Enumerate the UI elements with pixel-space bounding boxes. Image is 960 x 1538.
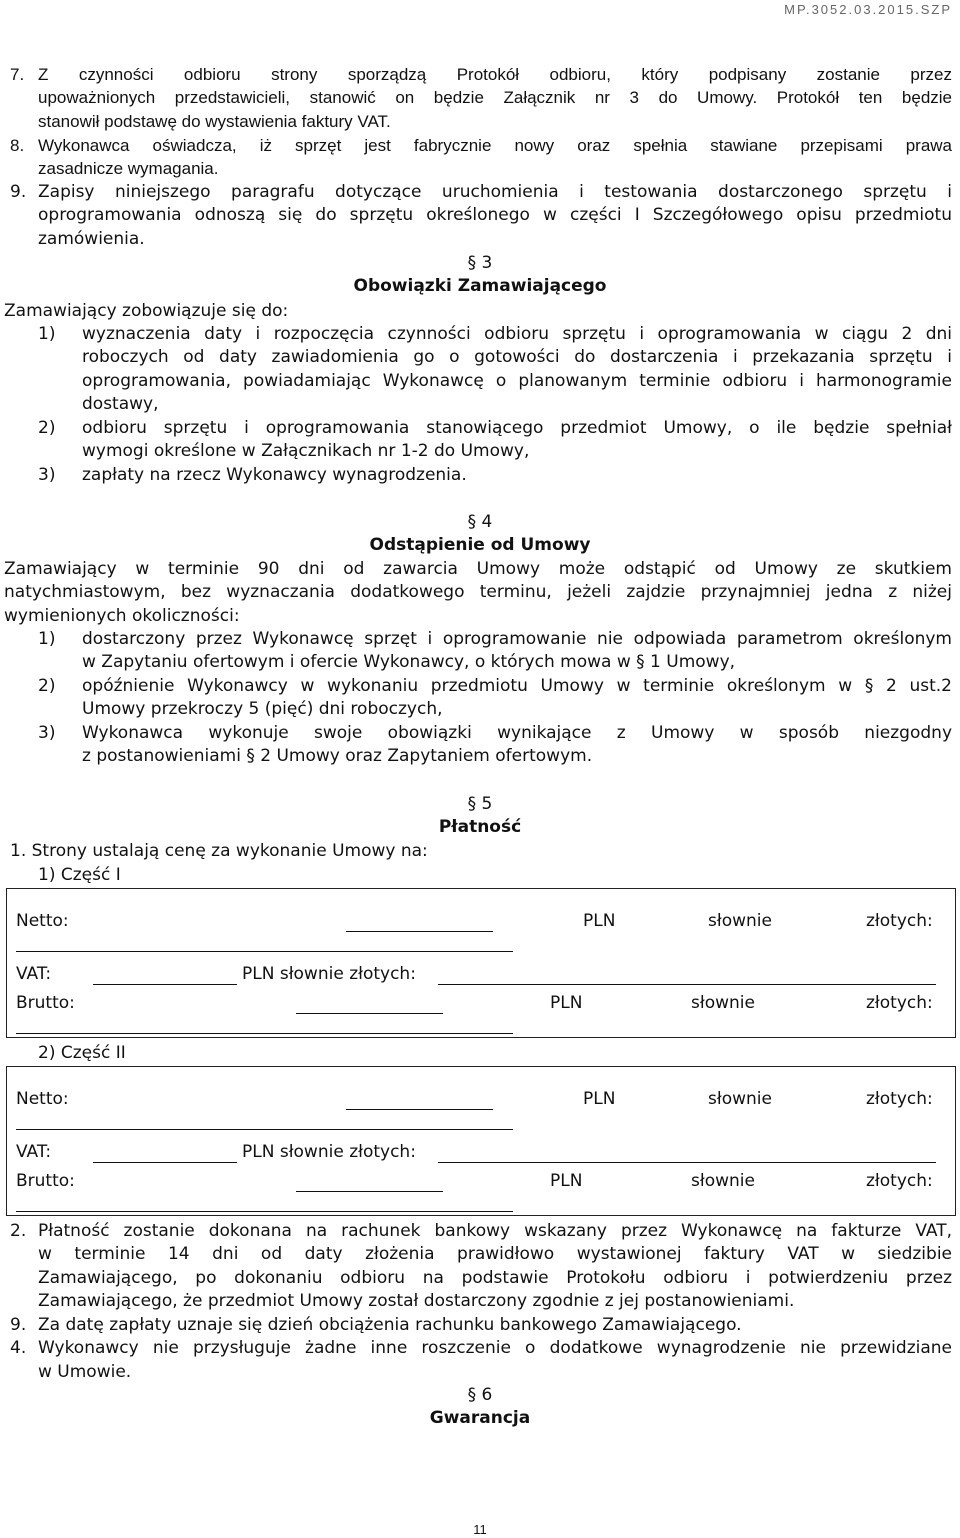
paragraph-line: Wykonawcy nie przysługuje żadne inne roszczenie o dodatkowe wynagrodzenie nie przewidziane bbox=[38, 1338, 952, 1358]
paragraph-line: wymienionych okoliczności: bbox=[4, 606, 240, 626]
vat-words-field[interactable] bbox=[438, 984, 936, 985]
section-number: § 4 bbox=[467, 512, 493, 532]
item-number: 4. bbox=[10, 1338, 27, 1358]
item-number: 9. bbox=[10, 182, 27, 202]
brutto-words-field[interactable] bbox=[16, 1033, 513, 1034]
paragraph-line: Zamawiającego, po dokonaniu odbioru na podstawie Protokołu odbioru i potwierdzeniu przez bbox=[38, 1268, 952, 1288]
vat-pln-slownie-label: PLN słownie złotych: bbox=[242, 964, 416, 984]
vat-pln-slownie-label: PLN słownie złotych: bbox=[242, 1142, 416, 1162]
pln-label: PLN bbox=[550, 1171, 583, 1191]
paragraph-line: opóźnienie Wykonawcy w wykonaniu przedmiotu Umowy w terminie określonym w § 2 ust.2 bbox=[82, 676, 952, 696]
brutto-label: Brutto: bbox=[16, 993, 75, 1013]
paragraph-line: zasadnicze wymagania. bbox=[38, 159, 219, 178]
slownie-label: słownie bbox=[708, 911, 772, 931]
document-reference: MP.3052.03.2015.SZP bbox=[784, 2, 952, 17]
part-label: 2) Część II bbox=[38, 1043, 126, 1063]
item-number: 3) bbox=[38, 465, 56, 485]
item-number: 1) bbox=[38, 324, 56, 344]
netto-label: Netto: bbox=[16, 911, 69, 931]
paragraph-line: Zapisy niniejszego paragrafu dotyczące uruchomienia i testowania dostarczonego sprzętu i bbox=[38, 182, 952, 202]
section-number: § 5 bbox=[467, 794, 493, 814]
section-number: § 6 bbox=[467, 1385, 493, 1405]
paragraph-line: Zamawiającego, że przedmiot Umowy został dostarczony zgodnie z jej postanowieniami. bbox=[38, 1291, 795, 1311]
paragraph-line: w terminie 14 dni od daty złożenia prawidłowo wystawionej faktury VAT w siedzibie bbox=[38, 1244, 952, 1264]
netto-label: Netto: bbox=[16, 1089, 69, 1109]
paragraph-line: wymogi określone w Załącznikach nr 1-2 do Umowy, bbox=[82, 441, 530, 461]
paragraph-line: w Zapytaniu ofertowym i ofercie Wykonawcy, o których mowa w § 1 Umowy, bbox=[82, 652, 736, 672]
paragraph-line: wyznaczenia daty i rozpoczęcia czynności odbioru sprzętu i oprogramowania w ciągu 2 dni bbox=[82, 324, 952, 344]
zlotych-label: złotych: bbox=[866, 1089, 933, 1109]
slownie-label: słownie bbox=[691, 993, 755, 1013]
paragraph-line: roboczych od daty zawiadomienia go o gotowości do dostarczenia i przekazania sprzętu i bbox=[82, 347, 952, 367]
paragraph-line: stanowił podstawę do wystawienia faktury VAT. bbox=[38, 112, 391, 131]
item-number: 8. bbox=[10, 136, 25, 155]
zlotych-label: złotych: bbox=[866, 993, 933, 1013]
item-number: 3) bbox=[38, 723, 56, 743]
price-form-part-1 bbox=[6, 888, 956, 1038]
netto-words-field[interactable] bbox=[16, 951, 513, 952]
pln-label: PLN bbox=[583, 1089, 616, 1109]
paragraph-line: zamówienia. bbox=[38, 229, 145, 249]
vat-amount-field[interactable] bbox=[93, 984, 237, 985]
section-number: § 3 bbox=[467, 253, 493, 273]
section-title: Gwarancja bbox=[429, 1408, 531, 1428]
paragraph-line: Umowy przekroczy 5 (pięć) dni roboczych, bbox=[82, 699, 443, 719]
paragraph-line: odbioru sprzętu i oprogramowania stanowiącego przedmiot Umowy, o ile będzie spełniał bbox=[82, 418, 952, 438]
brutto-amount-field[interactable] bbox=[296, 1191, 443, 1192]
paragraph-line: Wykonawca oświadcza, iż sprzęt jest fabrycznie nowy oraz spełnia stawiane przepisami prawa bbox=[38, 136, 952, 155]
paragraph-line: oprogramowania, powiadamiając Wykonawcę o planowanym terminie odbioru i harmonogramie bbox=[82, 371, 952, 391]
netto-amount-field[interactable] bbox=[346, 1109, 493, 1110]
paragraph-line: oprogramowania odnoszą się do sprzętu określonego w części I Szczegółowego opisu przedmiotu bbox=[38, 205, 952, 225]
paragraph-line: upoważnionych przedstawicieli, stanowić on będzie Załącznik nr 3 do Umowy. Protokół ten będzie bbox=[38, 88, 952, 107]
paragraph-line: dostarczony przez Wykonawcę sprzęt i oprogramowanie nie odpowiada parametrom określonym bbox=[82, 629, 952, 649]
paragraph-line: Wykonawca wykonuje swoje obowiązki wynikające z Umowy w sposób niezgodny bbox=[82, 723, 952, 743]
section-title: Obowiązki Zamawiającego bbox=[353, 276, 607, 296]
vat-label: VAT: bbox=[16, 964, 52, 984]
item-number: 2) bbox=[38, 676, 56, 696]
item-number: 7. bbox=[10, 65, 25, 84]
pln-label: PLN bbox=[550, 993, 583, 1013]
brutto-amount-field[interactable] bbox=[296, 1013, 443, 1014]
paragraph-line: natychmiastowym, bez wyznaczania dodatkowego terminu, jeżeli zajdzie przynajmniej jedna z niżej bbox=[4, 582, 952, 602]
netto-words-field[interactable] bbox=[16, 1129, 513, 1130]
paragraph-line: Za datę zapłaty uznaje się dzień obciążenia rachunku bankowego Zamawiającego. bbox=[38, 1315, 742, 1335]
section-title: Odstąpienie od Umowy bbox=[369, 535, 591, 555]
paragraph-line: z postanowieniami § 2 Umowy oraz Zapytaniem ofertowym. bbox=[82, 746, 593, 766]
paragraph-line: Z czynności odbioru strony sporządzą Protokół odbioru, który podpisany zostanie przez bbox=[38, 65, 952, 84]
paragraph-line: dostawy, bbox=[82, 394, 159, 414]
item-number: 1) bbox=[38, 629, 56, 649]
vat-amount-field[interactable] bbox=[93, 1162, 237, 1163]
section-intro: Zamawiający zobowiązuje się do: bbox=[4, 301, 289, 321]
slownie-label: słownie bbox=[708, 1089, 772, 1109]
paragraph-line: Zamawiający w terminie 90 dni od zawarcia Umowy może odstąpić od Umowy ze skutkiem bbox=[4, 559, 952, 579]
part-label: 1) Część I bbox=[38, 865, 121, 885]
page-number: 11 bbox=[473, 1522, 487, 1537]
paragraph-line: w Umowie. bbox=[38, 1362, 132, 1382]
brutto-label: Brutto: bbox=[16, 1171, 75, 1191]
vat-label: VAT: bbox=[16, 1142, 52, 1162]
section-title: Płatność bbox=[438, 817, 522, 837]
zlotych-label: złotych: bbox=[866, 1171, 933, 1191]
item-number: 2. bbox=[10, 1221, 27, 1241]
pln-label: PLN bbox=[583, 911, 616, 931]
item-number: 2) bbox=[38, 418, 56, 438]
item-number: 9. bbox=[10, 1315, 27, 1335]
zlotych-label: złotych: bbox=[866, 911, 933, 931]
paragraph-line: 1. Strony ustalają cenę za wykonanie Umowy na: bbox=[10, 841, 428, 861]
price-form-part-2 bbox=[6, 1066, 956, 1216]
slownie-label: słownie bbox=[691, 1171, 755, 1191]
netto-amount-field[interactable] bbox=[346, 931, 493, 932]
vat-words-field[interactable] bbox=[438, 1162, 936, 1163]
paragraph-line: zapłaty na rzecz Wykonawcy wynagrodzenia. bbox=[82, 465, 467, 485]
brutto-words-field[interactable] bbox=[16, 1211, 513, 1212]
paragraph-line: Płatność zostanie dokonana na rachunek bankowy wskazany przez Wykonawcę na fakturze VAT, bbox=[38, 1221, 952, 1241]
